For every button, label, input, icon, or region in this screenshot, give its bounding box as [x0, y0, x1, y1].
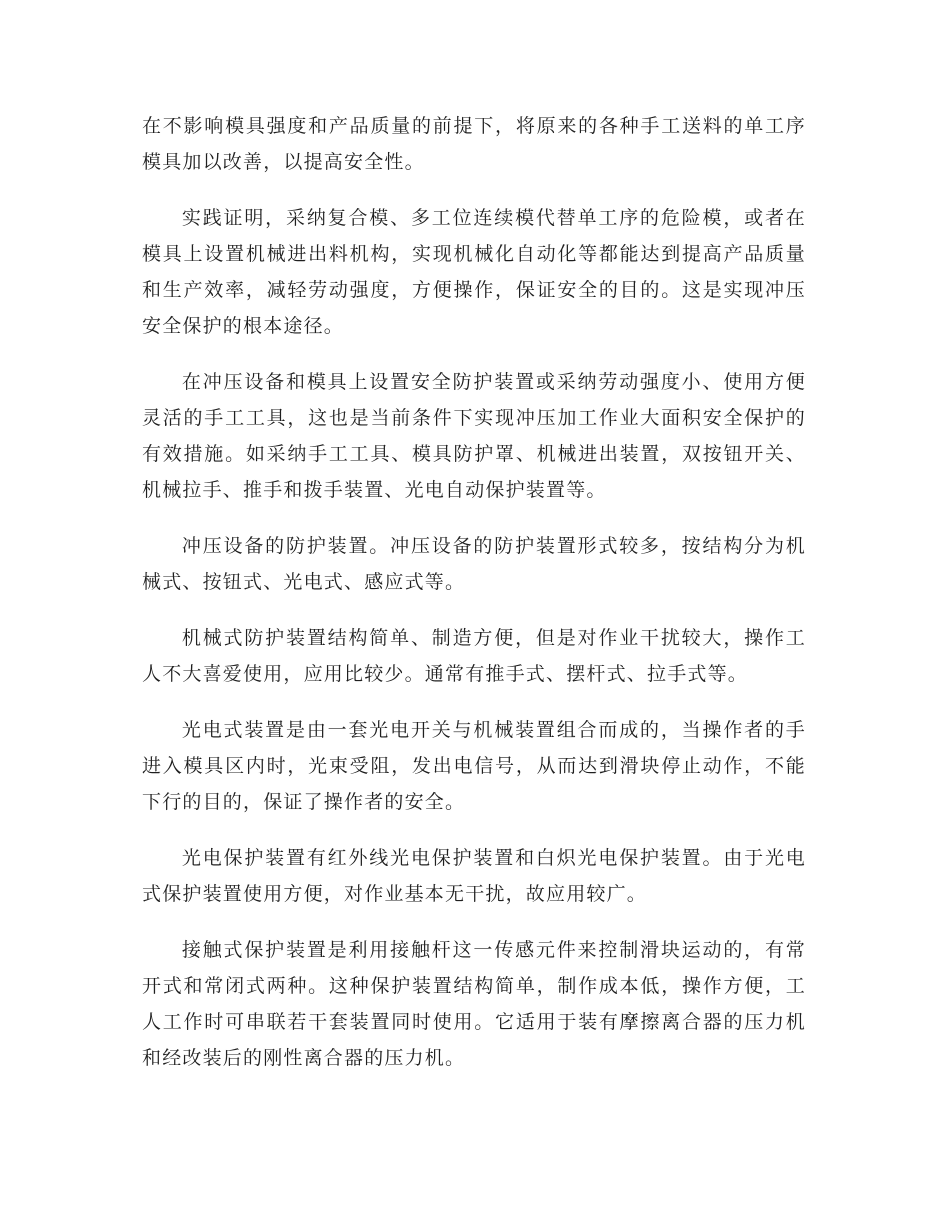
paragraph-5: 机械式防护装置结构简单、制造方便，但是对作业干扰较大，操作工人不大喜爱使用，应用比较少。通常有推手式、摆杆式、拉手式等。: [142, 627, 806, 685]
paragraph-3: 在冲压设备和模具上设置安全防护装置或采纳劳动强度小、使用方便灵活的手工工具，这也是当前条件下实现冲压加工作业大面积安全保护的有效措施。如采纳手工工具、模具防护罩、机械进出装置，双按钮开关、机械拉手、推手和拨手装置、光电自动保护装置等。: [142, 371, 806, 501]
paragraph-6: 光电式装置是由一套光电开关与机械装置组合而成的，当操作者的手进入模具区内时，光束受阻，发出电信号，从而达到滑块停止动作，不能下行的目的，保证了操作者的安全。: [142, 719, 806, 813]
paragraph-8: 接触式保护装置是利用接触杆这一传感元件来控制滑块运动的，有常开式和常闭式两种。这种保护装置结构简单，制作成本低，操作方便，工人工作时可串联若干套装置同时使用。它适用于装有摩擦离合器的压力机和经改装后的刚性离合器的压力机。: [142, 939, 806, 1069]
paragraph-1: 在不影响模具强度和产品质量的前提下，将原来的各种手工送料的单工序模具加以改善，以提高安全性。: [142, 115, 806, 173]
document-body: [142, 108, 806, 1096]
paragraph-2: 实践证明，采纳复合模、多工位连续模代替单工序的危险模，或者在模具上设置机械进出料机构，实现机械化自动化等都能达到提高产品质量和生产效率，减轻劳动强度，方便操作，保证安全的目的。这是实现冲压安全保护的根本途径。: [142, 207, 806, 337]
paragraph-7: 光电保护装置有红外线光电保护装置和白炽光电保护装置。由于光电式保护装置使用方便，对作业基本无干扰，故应用较广。: [142, 847, 806, 905]
paragraph-4: 冲压设备的防护装置。冲压设备的防护装置形式较多，按结构分为机械式、按钮式、光电式、感应式等。: [142, 535, 806, 593]
